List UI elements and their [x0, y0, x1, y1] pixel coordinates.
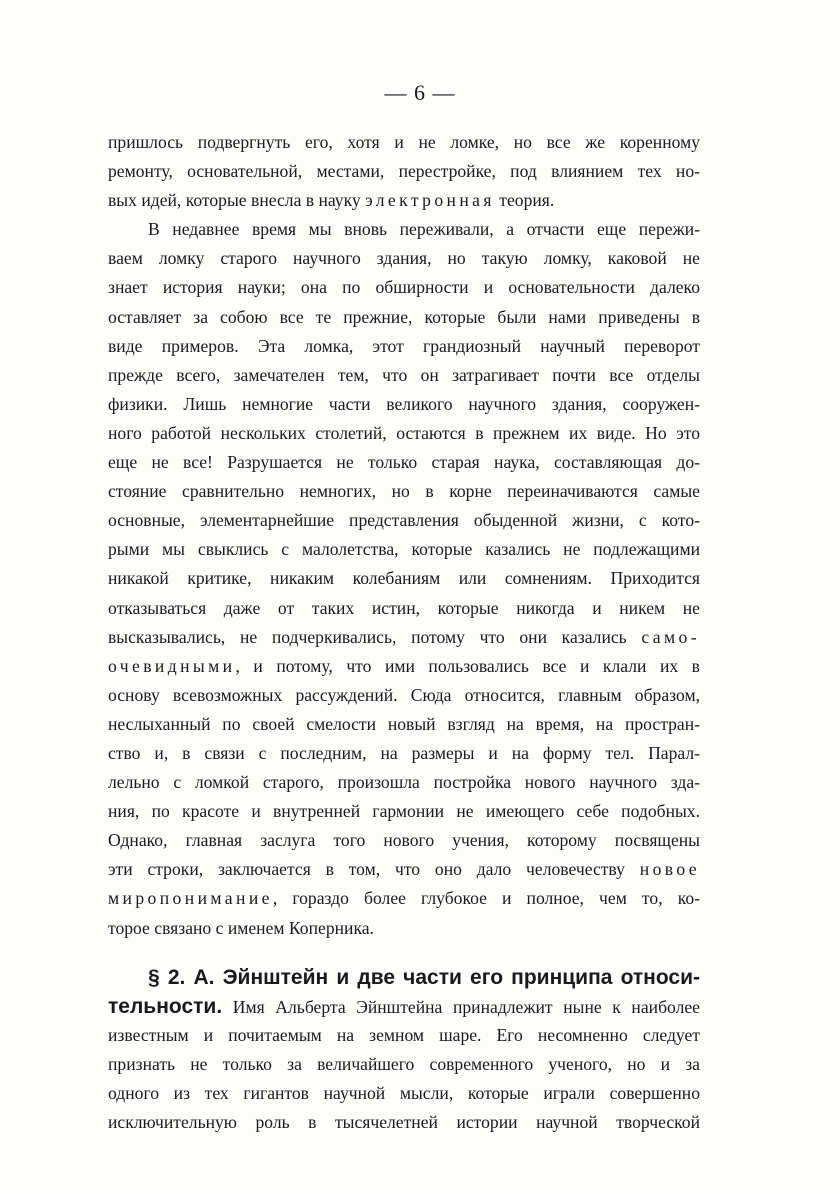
text-line: торое связано с именем Коперника. [108, 917, 374, 938]
text-line: никакой критике, никаким колебаниям или сомнениям. Приходится [108, 568, 700, 589]
spaced-emphasis: электронная [365, 190, 495, 211]
text-fragment: Имя Альберта Эйнштейна принадлежит ныне к наиболее [222, 996, 700, 1017]
text-line: ного работой нескольких столетий, остаются в прежнем их виде. Но это [108, 422, 700, 443]
text-line: ния, по красоте и внутренней гармонии не имеющего себе подобных. [108, 801, 700, 822]
text-line [108, 884, 700, 913]
page-number: — 6 — [384, 80, 456, 105]
text-line: основу всевозможных рассуждений. Сюда относится, главным образом, [108, 684, 700, 705]
section-title: § 2. А. Эйнштейн и две части его принципа относи- [148, 965, 700, 989]
spaced-emphasis: новое [639, 859, 700, 880]
text-fragment: , гораздо более глубокое и полное, чем то, ко- [272, 888, 700, 909]
text-line [108, 855, 700, 884]
body-text [108, 128, 700, 1137]
text-line: стояние сравнительно немногих, но в корне переиначиваются самые [108, 481, 700, 502]
text-line: пришлось подвергнуть его, хотя и не ломке, но все же коренному [108, 132, 700, 152]
text-fragment: эти строки, заключается в том, что оно дало человечеству [108, 859, 640, 880]
text-line: еще не все! Разрушается не только старая наука, составляющая до- [108, 452, 700, 473]
spaced-emphasis: миропонимание [108, 888, 273, 909]
text-line: ремонту, основательной, местами, перестройке, под влиянием тех но- [108, 161, 700, 182]
text-line: знает история науки; она по обширности и основательности далеко [108, 277, 700, 298]
text-line: исключительную роль в тысячелетней истории научной творческой [108, 1112, 700, 1133]
text-fragment: , и потому, что ими пользовались все и клали их в [235, 655, 700, 676]
text-fragment: теория. [494, 190, 555, 211]
text-fragment: высказывались, не подчеркивались, потому что они казались [108, 626, 642, 647]
text-line [108, 623, 700, 652]
section-heading [108, 963, 700, 992]
text-line: отказываться даже от таких истин, которые никогда и никем не [108, 597, 700, 618]
text-line: одного из тех гигантов научной мысли, которые играли совершенно [108, 1083, 700, 1103]
text-line: прежде всего, замечателен тем, что он затрагивает почти все отделы [108, 364, 700, 385]
text-line: известным и почитаемым на земном шаре. Его несомненно следует [108, 1024, 700, 1045]
text-line [108, 186, 700, 215]
text-fragment: вых идей, которые внесла в науку [108, 190, 366, 211]
text-line: лельно с ломкой старого, произошла постройка нового научного зда- [108, 772, 700, 793]
spaced-emphasis: само- [641, 626, 700, 647]
text-line: основные, элементарнейшие представления обыденной жизни, с кото- [108, 510, 700, 531]
section-title-continued: тельности. [108, 994, 223, 1018]
section-gap [108, 943, 700, 963]
text-line: признать не только за величайшего современного ученого, но и за [108, 1053, 700, 1074]
text-line: физики. Лишь немногие части великого научного здания, сооружен- [108, 393, 700, 414]
text-line: виде примеров. Эта ломка, этот грандиозный научный переворот [108, 335, 700, 356]
text-line: ваем ломку старого научного здания, но такую ломку, каковой не [108, 248, 700, 269]
text-line: В недавнее время мы вновь переживали, а отчасти еще пережи- [148, 219, 700, 240]
text-line [108, 652, 700, 681]
text-line: Однако, главная заслуга того нового учения, которому посвящены [108, 830, 700, 851]
text-line: рыми мы свыклись с малолетства, которые казались не подлежащими [108, 539, 700, 560]
text-line: ство и, в связи с последним, на размеры и на форму тел. Парал- [108, 742, 700, 763]
text-line [108, 992, 700, 1021]
spaced-emphasis: очевидными [108, 655, 236, 676]
text-line: оставляет за собою все те прежние, которые были нами приведены в [108, 306, 700, 327]
text-line: неслыханный по своей смелости новый взгляд на время, на простран- [108, 713, 700, 734]
